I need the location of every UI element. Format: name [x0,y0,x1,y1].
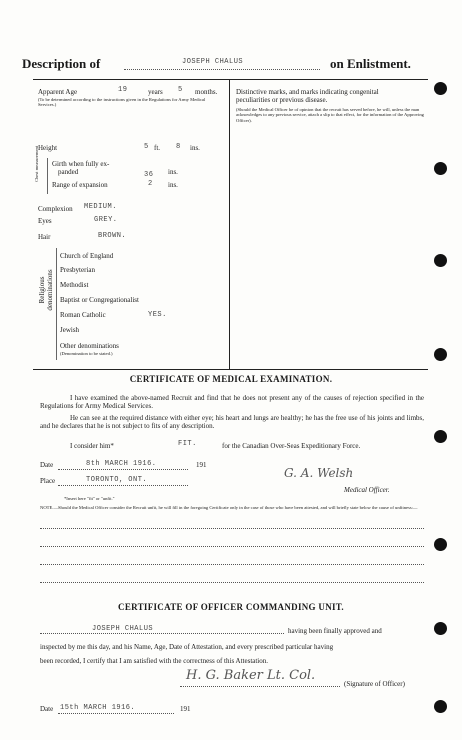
height-label: Height [38,144,58,152]
binder-hole [434,254,447,267]
hair-value: BROWN. [98,232,127,240]
denomination-item: Presbyterian [60,266,95,274]
denomination-item: Roman Catholic [60,311,106,319]
medical-officer-signature: G. A. Welsh [284,466,354,480]
binder-hole [434,162,447,175]
fit-value: FIT. [178,440,197,448]
recruit-name: JOSEPH CHALUS [182,58,244,66]
medical-date-label: Date [40,461,54,469]
ft-label: ft. [154,144,161,152]
binder-hole [434,82,447,95]
hair-label: Hair [38,233,51,241]
age-years-value: 19 [118,86,128,94]
officer-date-label: Date [40,705,54,713]
chest-label: Chest measurement [34,145,39,182]
officer-signature: H. G. Baker Lt. Col. [186,668,316,683]
consider-label: I consider him* [70,442,114,450]
roman-catholic-value: YES. [148,311,167,319]
medical-place-label: Place [40,477,56,485]
officer-line-2: inspected by me this day, and his Name, Age, Date of Attestation, and every prescribed particular having [40,643,334,651]
years-label: years [148,88,163,96]
denomination-note: (Denomination to be stated.) [60,351,113,356]
officer-recruit-name: JOSEPH CHALUS [92,625,154,633]
denomination-item: Baptist or Congregationalist [60,296,139,304]
ins-label: ins. [190,144,200,152]
medical-officer-label: Medical Officer. [344,486,390,494]
distinctive-marks-heading-2: peculiarities or previous disease. [236,96,328,104]
range-value: 2 [148,180,153,188]
denomination-item: Other denominations [60,342,119,350]
complexion-label: Complexion [38,205,73,213]
apparent-age-label: Apparent Age [38,88,78,96]
officer-line-3: been recorded, I certify that I am satisfied with the correctness of this Attestation. [40,657,269,665]
for-label: for the Canadian Over-Seas Expeditionary Force. [222,442,361,450]
girth-label-1: Girth when fully ex- [52,160,110,168]
officer-certificate-title: CERTIFICATE OF OFFICER COMMANDING UNIT. [118,602,344,612]
binder-hole [434,348,447,361]
officer-year-label: 191 [180,705,191,713]
complexion-value: MEDIUM. [84,203,117,211]
age-months-value: 5 [178,86,183,94]
eyes-value: GREY. [94,216,118,224]
range-label: Range of expansion [52,181,108,189]
binder-hole [434,700,447,713]
officer-date-value: 15th MARCH 1916. [60,704,136,712]
medical-place-value: TORONTO, ONT. [86,476,148,484]
age-note: (To be determined according to the instructions given in the Regulations for Army Medical Services.) [38,97,206,108]
binder-hole [434,430,447,443]
distinctive-marks-note: (Should the Medical Officer be of opinion that the recruit has served before, he will, unless the man acknowledges to any previous service, attach a slip to that effect, for the information of the Approving Officer). [236,107,424,123]
header-title-left: Description of [22,56,101,71]
fit-footnote: *Insert here "fit" or "unfit." [64,496,115,501]
denomination-item: Methodist [60,281,89,289]
unfit-note: NOTE.—Should the Medical Officer consider the Recruit unfit, he will fill in the foregoing Certificate only in the case of those who have been attested, and will briefly state below the cause of unfitness:— [40,505,418,510]
height-in-value: 8 [176,143,181,151]
medical-certificate-title: CERTIFICATE OF MEDICAL EXAMINATION. [129,374,333,384]
header-title-right: on Enlistment. [330,56,411,71]
officer-signature-label: (Signature of Officer) [344,680,405,688]
girth-label-2: panded [58,168,79,176]
height-ft-value: 5 [144,143,149,151]
medical-date-value: 8th MARCH 1916. [86,460,157,468]
binder-hole [434,622,447,635]
eyes-label: Eyes [38,217,52,225]
officer-line-1: having been finally approved and [288,627,382,635]
document-header [12,54,452,74]
medical-para-1: I have examined the above-named Recruit and find that he does not present any of the causes of rejection specified in the Regulations for Army Medical Services. [40,394,424,410]
denomination-item: Church of England [60,252,114,260]
medical-para-2: He can see at the required distance with either eye; his heart and lungs are healthy; he has the free use of his joints and limbs, and he declares that he is not subject to fits of any description. [40,414,424,430]
medical-year-label: 191 [196,461,207,469]
distinctive-marks-heading-1: Distinctive marks, and marks indicating congenital [236,88,379,96]
binder-hole [434,538,447,551]
religious-label: Religious denominations [38,269,54,311]
girth-value: 36 [144,171,154,179]
months-label: months. [195,88,218,96]
denomination-item: Jewish [60,326,80,334]
